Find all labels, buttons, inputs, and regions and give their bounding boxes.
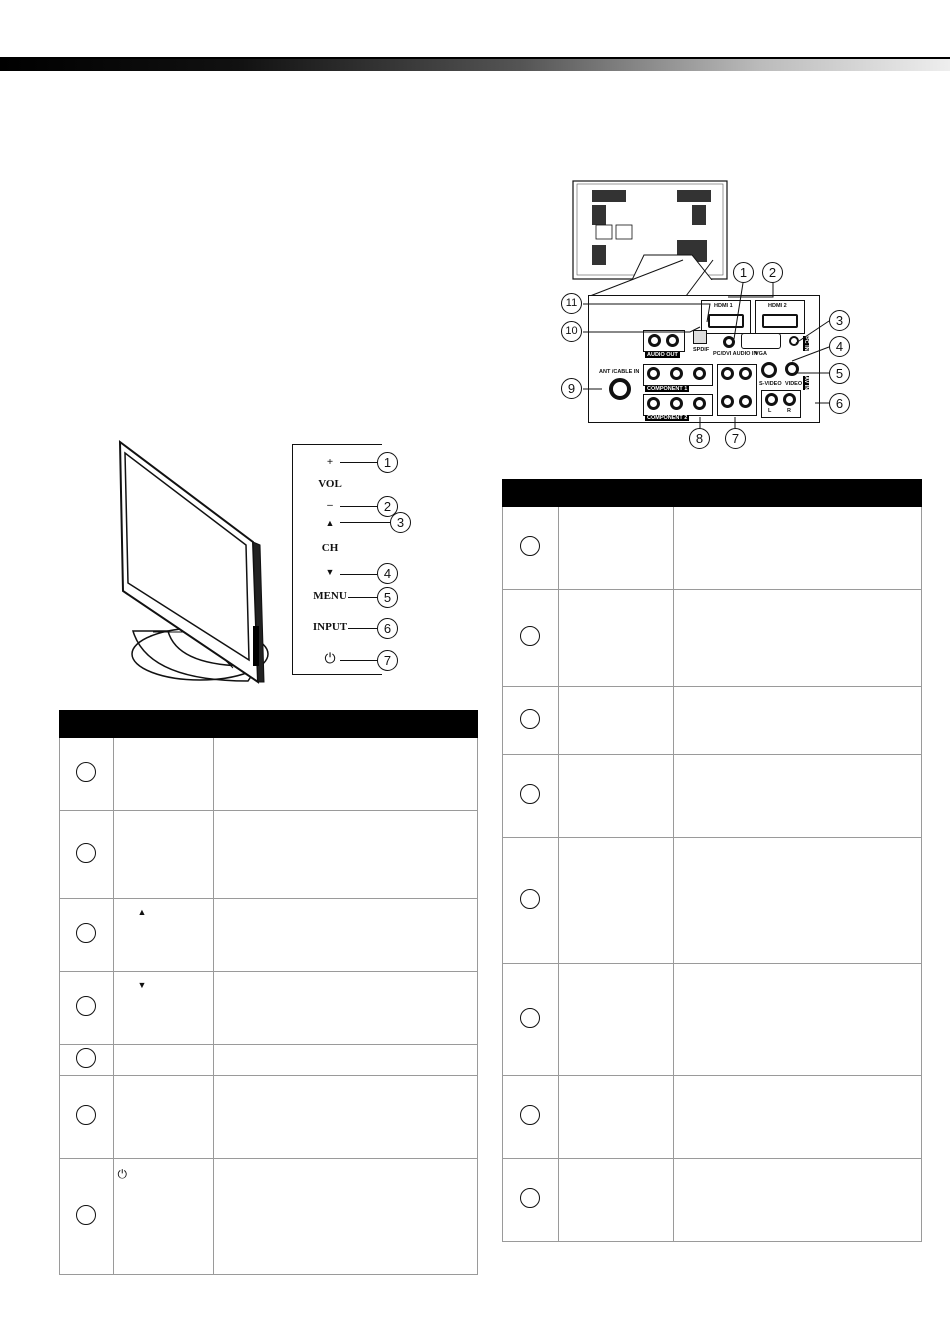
leader-line bbox=[340, 462, 377, 463]
input-key: INPUT bbox=[312, 621, 348, 633]
header-rule bbox=[0, 57, 950, 59]
item-number-circle bbox=[76, 762, 96, 782]
callout-4: 4 bbox=[377, 563, 398, 584]
table-row bbox=[502, 686, 922, 754]
callout-3: 3 bbox=[390, 512, 411, 533]
leader-line bbox=[340, 660, 377, 661]
item-number-circle bbox=[520, 536, 540, 556]
ch-up-key: ▲ bbox=[325, 518, 335, 528]
header-gradient-bar bbox=[0, 57, 950, 71]
ch-label: CH bbox=[321, 542, 339, 554]
table-row bbox=[59, 898, 478, 971]
control-cell bbox=[113, 1075, 213, 1158]
table-row bbox=[502, 754, 922, 837]
back-leader-lines bbox=[560, 265, 860, 440]
leader-line bbox=[348, 628, 377, 629]
hdmi1-label: HDMI 1 bbox=[714, 303, 733, 309]
table-header bbox=[59, 710, 478, 738]
vol-label: VOL bbox=[318, 478, 342, 490]
jack-cell bbox=[558, 837, 673, 963]
back-callout-8: 8 bbox=[689, 428, 710, 449]
hdmi2-label: HDMI 2 bbox=[768, 303, 787, 309]
table-row bbox=[59, 971, 478, 1044]
callout-5: 5 bbox=[377, 587, 398, 608]
leader-line bbox=[348, 597, 377, 598]
av-in-label: AV IN bbox=[803, 376, 809, 391]
spdif-label: SPDIF bbox=[693, 347, 710, 353]
back-callout-6: 6 bbox=[829, 393, 850, 414]
leader-line bbox=[340, 506, 377, 507]
table-row bbox=[502, 963, 922, 1075]
back-callout-3: 3 bbox=[829, 310, 850, 331]
description-cell bbox=[213, 1158, 478, 1274]
audio-r-label: R bbox=[787, 408, 791, 414]
table-row bbox=[502, 507, 922, 589]
jack-cell bbox=[558, 1158, 673, 1241]
component1-label: COMPONENT 1 bbox=[647, 386, 688, 392]
item-number-circle bbox=[76, 1205, 96, 1225]
svideo-label: S-VIDEO bbox=[759, 381, 782, 387]
back-callout-5: 5 bbox=[829, 363, 850, 384]
table-row bbox=[59, 810, 478, 898]
audio-out-label: AUDIO OUT bbox=[647, 352, 678, 358]
description-cell bbox=[213, 971, 478, 1044]
jack-cell bbox=[558, 754, 673, 837]
back-callout-2: 2 bbox=[762, 262, 783, 283]
jack-cell bbox=[558, 1075, 673, 1158]
table-row bbox=[59, 1075, 478, 1158]
table-header bbox=[502, 479, 922, 507]
ch-down-key: ▼ bbox=[325, 567, 335, 577]
item-number-circle bbox=[76, 843, 96, 863]
back-callout-1: 1 bbox=[733, 262, 754, 283]
item-number-circle bbox=[76, 996, 96, 1016]
item-number-circle bbox=[76, 923, 96, 943]
item-number-circle bbox=[520, 626, 540, 646]
ant-label: ANT /CABLE IN bbox=[599, 369, 640, 375]
description-cell bbox=[213, 1044, 478, 1075]
ch-down-glyph: ▼ bbox=[113, 971, 213, 1044]
callout-2: 2 bbox=[377, 496, 398, 517]
description-cell bbox=[213, 810, 478, 898]
power-glyph: ⏻ bbox=[113, 1158, 213, 1274]
vol-down-key: – bbox=[327, 499, 333, 511]
audio-l-label: L bbox=[768, 408, 772, 414]
jack-cell bbox=[558, 507, 673, 589]
callout-1: 1 bbox=[377, 452, 398, 473]
table-row bbox=[502, 589, 922, 686]
table-row bbox=[502, 1158, 922, 1241]
description-cell bbox=[213, 738, 478, 810]
power-icon: ⏻ bbox=[324, 652, 336, 667]
pc-audio-label: PC/DVI AUDIO IN bbox=[713, 351, 758, 357]
side-control-panel bbox=[292, 444, 382, 675]
leader-line bbox=[340, 522, 390, 523]
item-number-circle bbox=[76, 1105, 96, 1125]
item-number-circle bbox=[520, 1105, 540, 1125]
item-number-circle bbox=[520, 889, 540, 909]
item-number-circle bbox=[76, 1048, 96, 1068]
vol-up-key: + bbox=[326, 456, 334, 468]
callout-6: 6 bbox=[377, 618, 398, 639]
item-number-circle bbox=[520, 784, 540, 804]
table-row bbox=[59, 1044, 478, 1075]
item-number-circle bbox=[520, 1008, 540, 1028]
table-row bbox=[59, 738, 478, 810]
video-label: VIDEO bbox=[785, 381, 803, 387]
component2-label: COMPONENT 2 bbox=[647, 415, 688, 421]
back-callout-9: 9 bbox=[561, 378, 582, 399]
menu-key: MENU bbox=[313, 590, 347, 602]
item-number-circle bbox=[520, 709, 540, 729]
jack-cell bbox=[558, 589, 673, 686]
vga-label: VGA bbox=[755, 351, 767, 357]
table-row bbox=[502, 1075, 922, 1158]
back-callout-4: 4 bbox=[829, 336, 850, 357]
description-cell bbox=[213, 1075, 478, 1158]
back-callout-11: 11 bbox=[561, 293, 582, 314]
jack-cell bbox=[558, 963, 673, 1075]
leader-line bbox=[340, 574, 377, 575]
table-row bbox=[59, 1158, 478, 1274]
callout-7: 7 bbox=[377, 650, 398, 671]
control-cell bbox=[113, 810, 213, 898]
control-cell bbox=[113, 1044, 213, 1075]
ch-up-glyph: ▲ bbox=[113, 898, 213, 971]
pc-in-label: PC IN bbox=[803, 336, 809, 351]
jack-cell bbox=[558, 686, 673, 754]
back-jacks-table bbox=[502, 479, 922, 1242]
item-number-circle bbox=[520, 1188, 540, 1208]
control-cell bbox=[113, 738, 213, 810]
side-controls-table bbox=[59, 710, 478, 1275]
back-callout-7: 7 bbox=[725, 428, 746, 449]
table-row bbox=[502, 837, 922, 963]
back-callout-10: 10 bbox=[561, 321, 582, 342]
description-cell bbox=[213, 898, 478, 971]
